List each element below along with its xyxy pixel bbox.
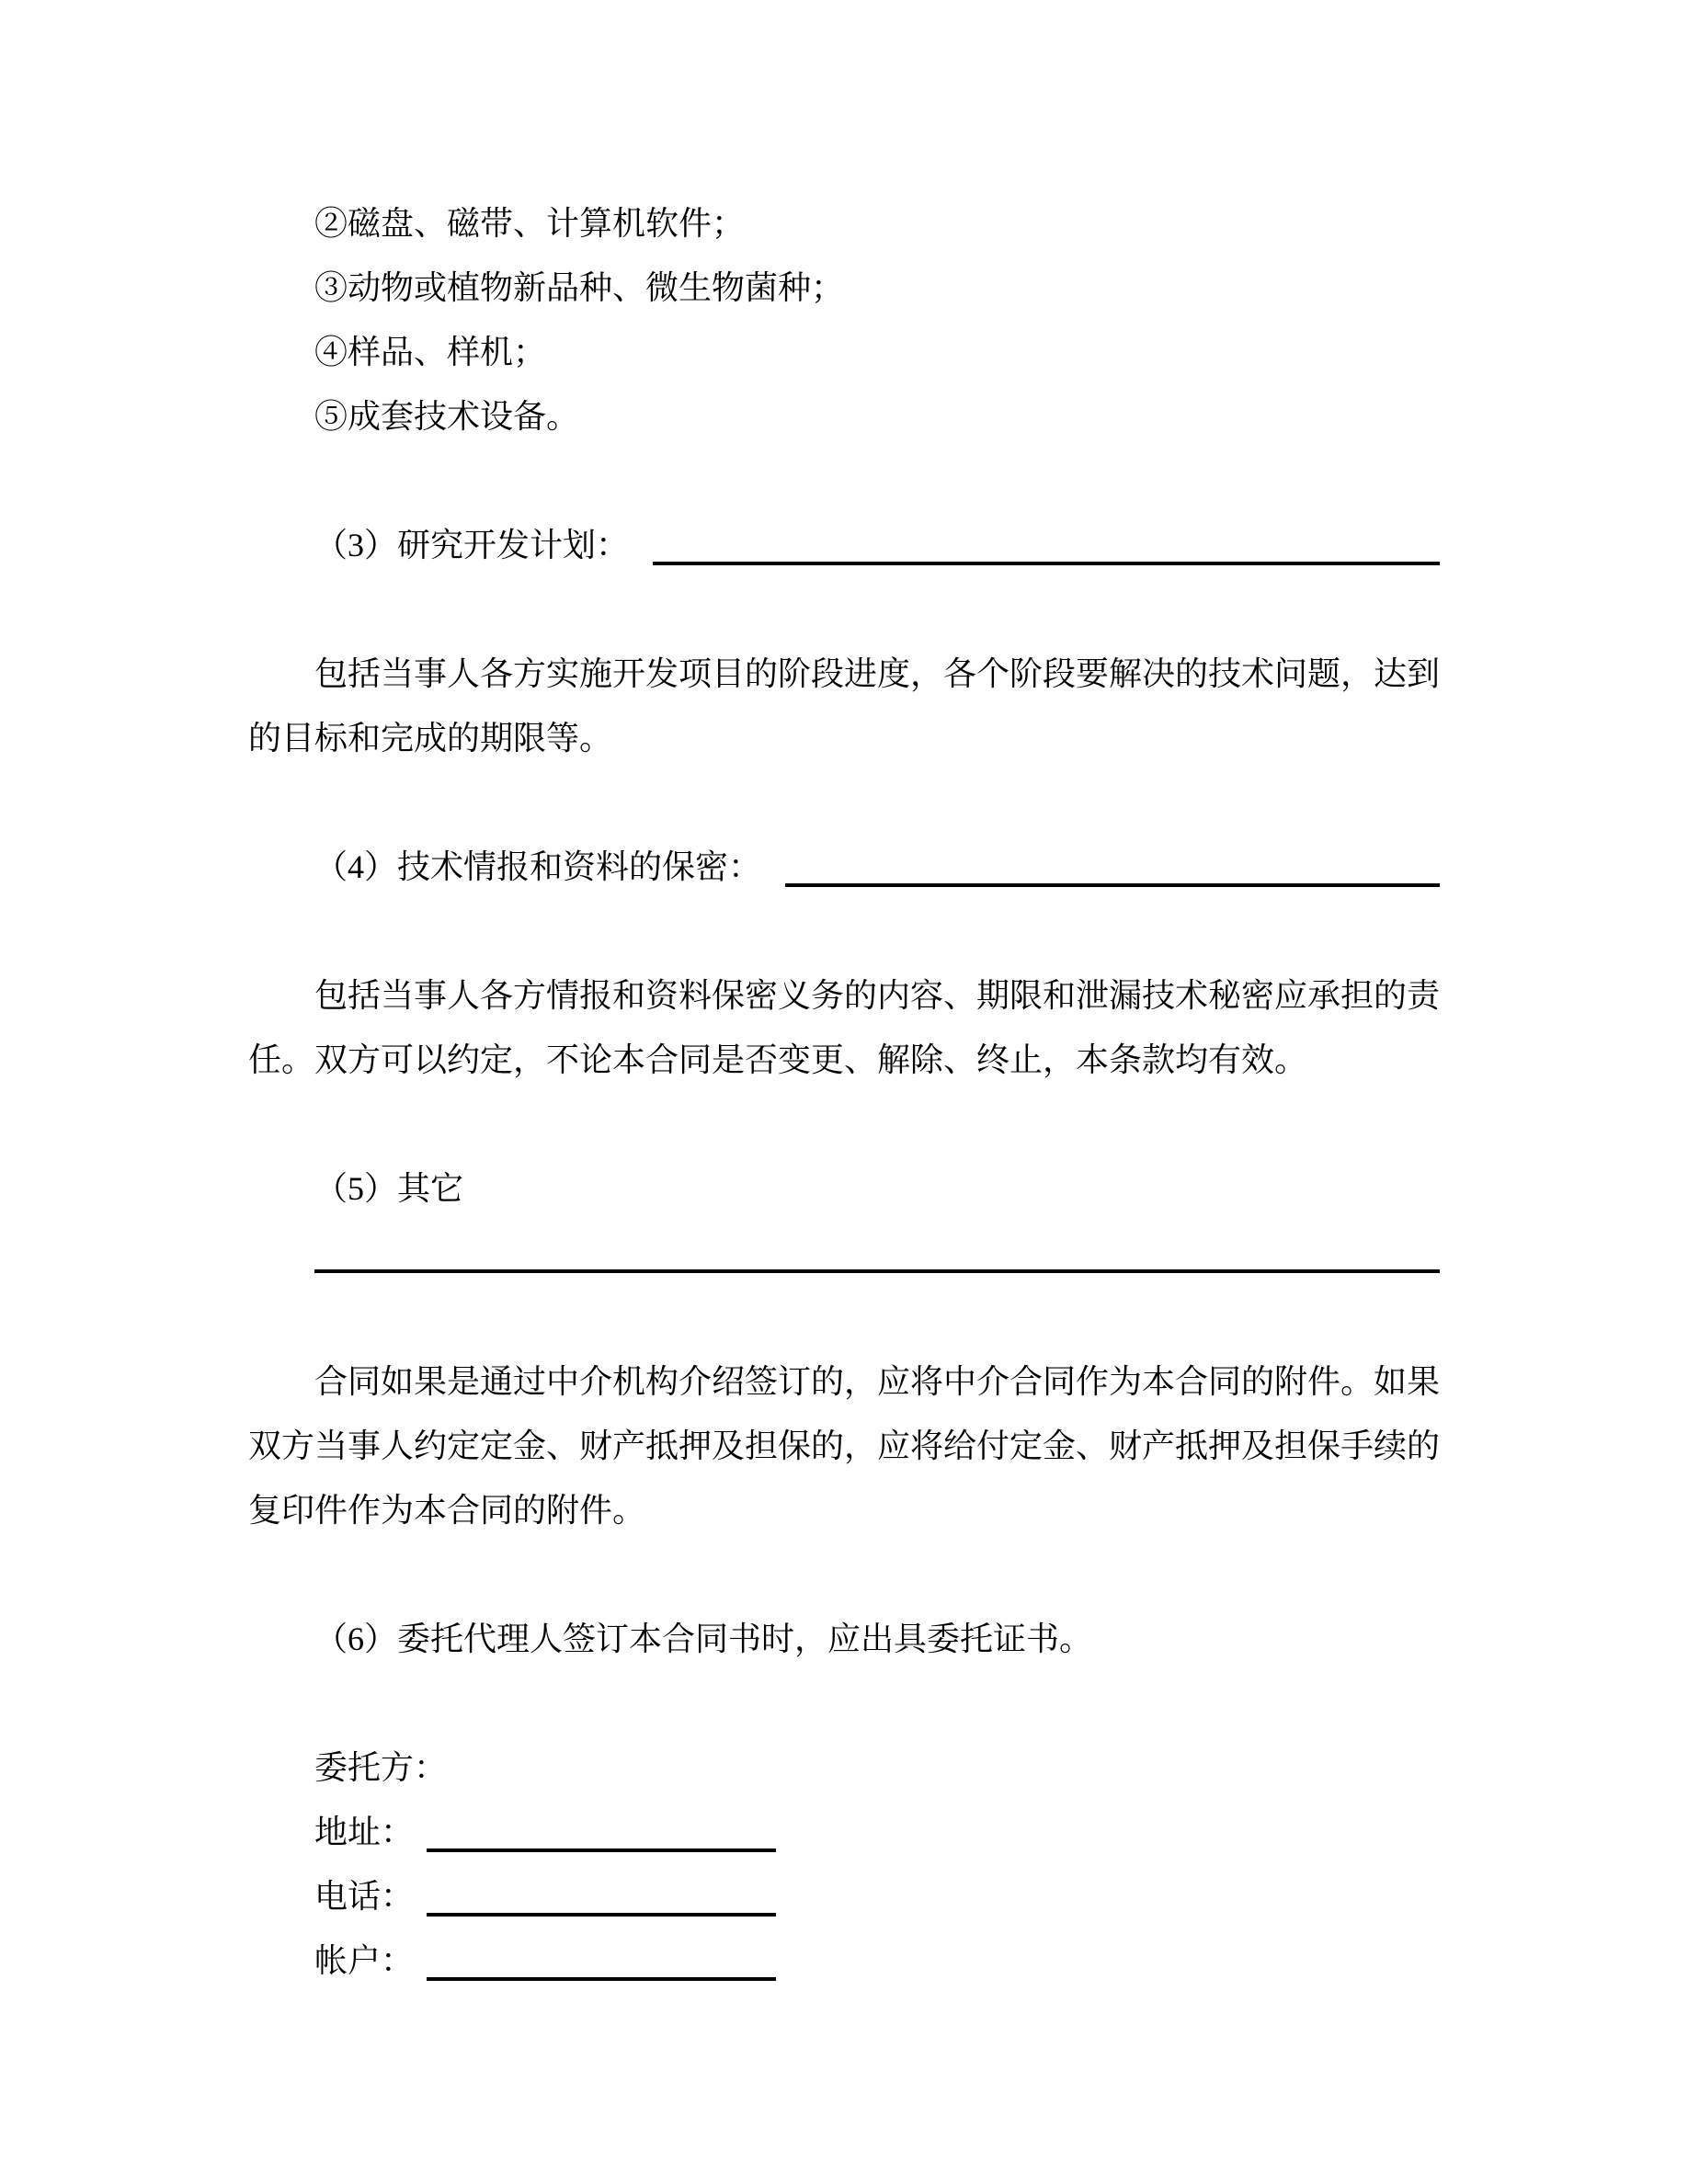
list-item-plant-animal-strains: ③动物或植物新品种、微生物菌种； bbox=[314, 269, 845, 306]
list-item-complete-equipment: ⑤成套技术设备。 bbox=[314, 398, 580, 435]
entrusting-party-label: 委托方： bbox=[314, 1749, 448, 1786]
section-4-blank-line bbox=[785, 835, 1440, 887]
address-blank-line bbox=[427, 1800, 776, 1852]
paragraph-confidentiality-description: 包括当事人各方情报和资料保密义务的内容、期限和泄漏技术秘密应承担的责任。双方可以约定，不论本合同是否变更、解除、终止，本条款均有效。 bbox=[248, 977, 1441, 1078]
section-3-rd-plan bbox=[248, 513, 1440, 577]
section-3-blank-line bbox=[653, 513, 1440, 565]
section-6-heading: （6）委托代理人签订本合同书时，应出具委托证书。 bbox=[314, 1621, 1093, 1657]
section-3-heading: （3）研究开发计划： bbox=[314, 527, 630, 563]
paragraph-rd-plan-description: 包括当事人各方实施开发项目的阶段进度，各个阶段要解决的技术问题，达到的目标和完成的期限等。 bbox=[248, 655, 1441, 756]
section-5-blank-row bbox=[248, 1221, 1440, 1285]
section-5-blank-line bbox=[314, 1221, 1440, 1273]
section-4-heading: （4）技术情报和资料的保密： bbox=[314, 848, 762, 885]
account-blank-line bbox=[427, 1928, 776, 1981]
section-4-confidentiality bbox=[248, 835, 1440, 899]
list-item-disks-tapes-software: ②磁盘、磁带、计算机软件； bbox=[314, 205, 746, 242]
account-row bbox=[248, 1928, 1440, 1993]
phone-row bbox=[248, 1864, 1440, 1928]
address-row bbox=[248, 1800, 1440, 1864]
paragraph-intermediary-attachment: 合同如果是通过中介机构介绍签订的，应将中介合同作为本合同的附件。如果双方当事人约定定金、财产抵押及担保的，应将给付定金、财产抵押及担保手续的复印件作为本合同的附件。 bbox=[248, 1363, 1441, 1529]
list-item-samples-prototypes: ④样品、样机； bbox=[314, 334, 547, 370]
address-label: 地址： bbox=[314, 1814, 415, 1850]
section-5-heading: （5）其它 bbox=[314, 1170, 464, 1207]
phone-label: 电话： bbox=[314, 1878, 415, 1915]
document-body bbox=[248, 191, 1440, 1993]
account-label: 帐户： bbox=[314, 1942, 415, 1979]
phone-blank-line bbox=[427, 1864, 776, 1917]
